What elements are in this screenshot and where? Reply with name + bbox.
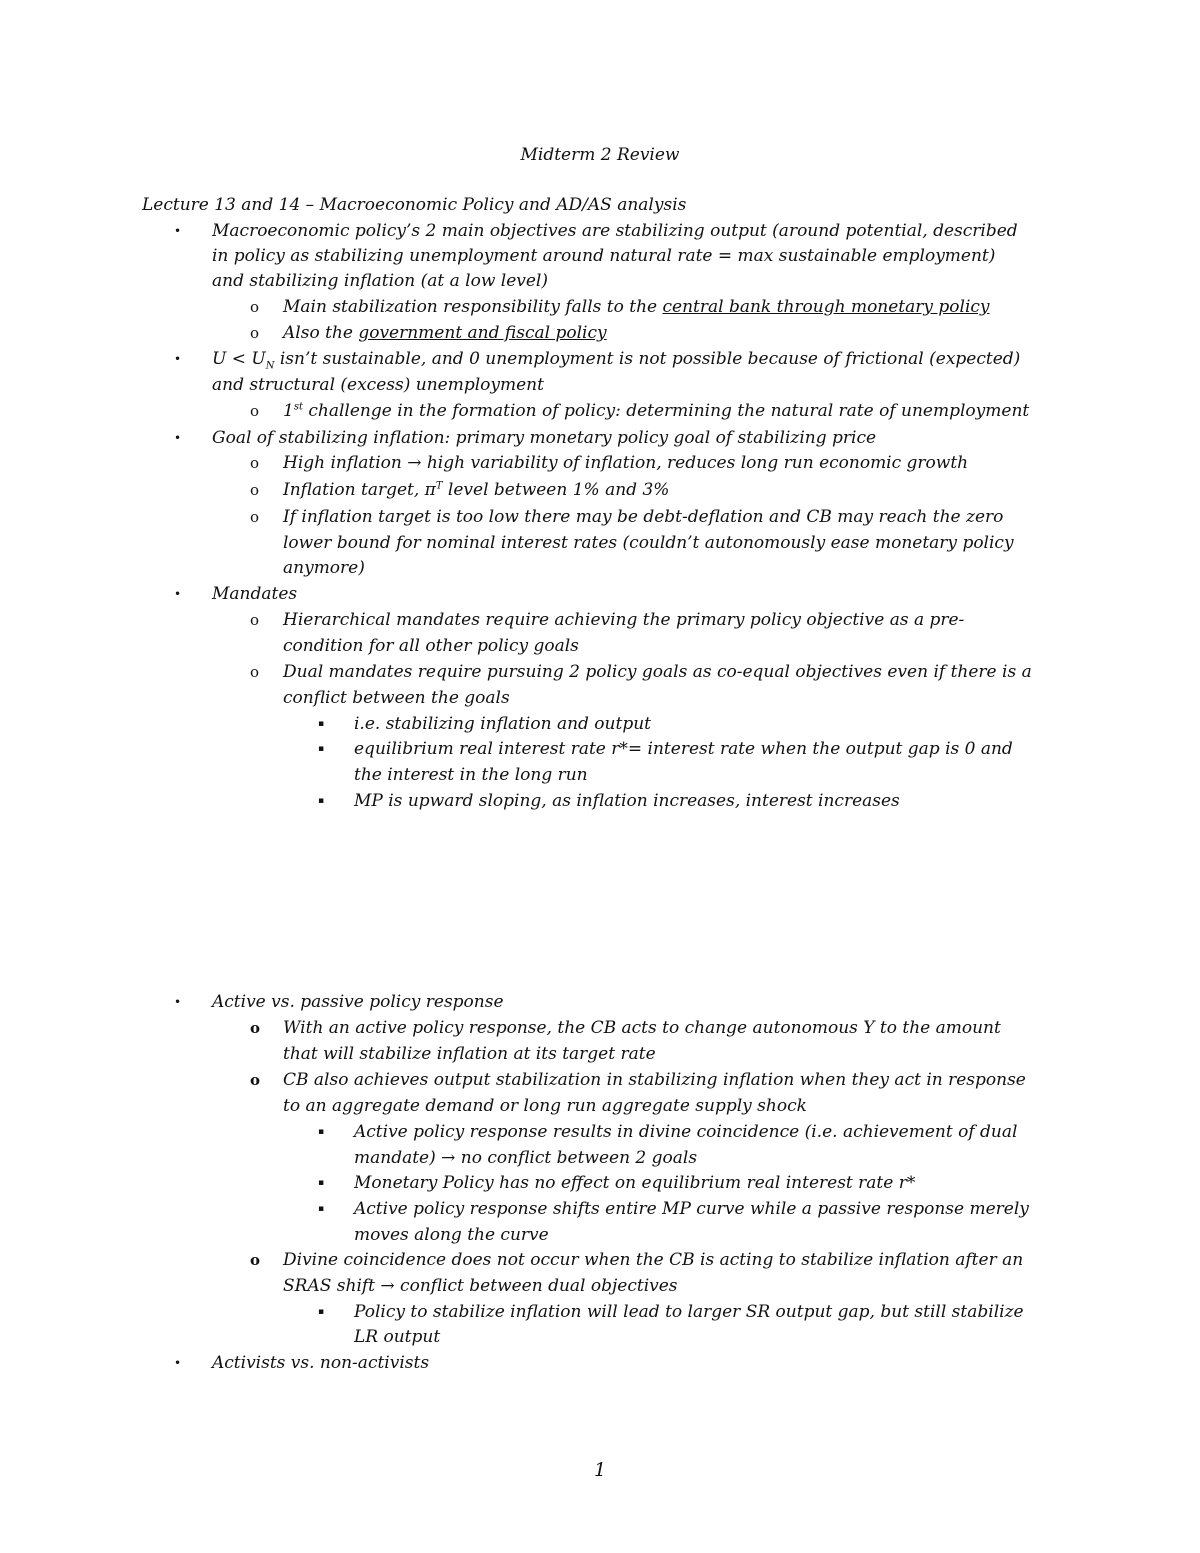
list-item-text: mandate) → no conflict between 2 goals	[354, 1148, 698, 1168]
list-item-text: LR output	[354, 1327, 441, 1347]
underlined-term: government and fiscal policy	[358, 323, 607, 343]
bullet-marker: •	[174, 995, 182, 1009]
underlined-term: central bank through monetary policy	[662, 297, 990, 317]
list-item-text: Policy to stabilize inflation will lead to larger SR output gap, but still stabilize	[354, 1302, 1024, 1322]
list-item-text: lower bound for nominal interest rates (couldn’t autonomously ease monetary policy	[283, 533, 1014, 553]
sub-bullet-marker: o	[250, 454, 260, 472]
list-item-text: and structural (excess) unemployment	[212, 375, 544, 395]
square-bullet-marker: ▪	[318, 796, 325, 806]
list-item-text: Hierarchical mandates require achieving the primary policy objective as a pre-	[283, 610, 965, 630]
list-item-text: Active policy response shifts entire MP curve while a passive response merely	[354, 1199, 1029, 1219]
list-item-text: High inflation → high variability of inflation, reduces long run economic growth	[283, 453, 969, 473]
list-item-text: Monetary Policy has no effect on equilibrium real interest rate r*	[354, 1173, 916, 1193]
list-item-text: Mandates	[212, 584, 298, 604]
list-item-text: anymore)	[283, 558, 365, 578]
sub-bullet-marker: o	[250, 402, 260, 420]
list-item-text: With an active policy response, the CB acts to change autonomous Y to the amount	[283, 1018, 1001, 1038]
list-item-text: SRAS shift → conflict between dual objectives	[283, 1276, 678, 1296]
list-item-text: to an aggregate demand or long run aggregate supply shock	[283, 1096, 807, 1116]
page-number: 1	[593, 1459, 607, 1481]
sub-bullet-marker: o	[250, 298, 260, 316]
bullet-marker: •	[174, 352, 182, 366]
list-item-text: Activists vs. non-activists	[212, 1353, 430, 1373]
list-item-text: CB also achieves output stabilization in stabilizing inflation when they act in response	[283, 1070, 1026, 1090]
bullet-marker: •	[174, 431, 182, 445]
list-item-text	[283, 296, 990, 318]
list-item-text: in policy as stabilizing unemployment around natural rate = max sustainable employment)	[212, 246, 996, 266]
square-bullet-marker: ▪	[318, 719, 325, 729]
list-item-text: moves along the curve	[354, 1225, 549, 1245]
sub-bullet-marker: o	[250, 1251, 261, 1269]
list-item-text: the interest in the long run	[354, 765, 588, 785]
list-item-text: Active policy response results in divine coincidence (i.e. achievement of dual	[354, 1122, 1018, 1142]
list-item-text: i.e. stabilizing inflation and output	[354, 714, 651, 734]
list-item-text: 1st challenge in the formation of policy: determining the natural rate of unemployment	[283, 401, 1030, 421]
square-bullet-marker: ▪	[318, 1307, 325, 1317]
list-item-text	[283, 322, 607, 344]
square-bullet-marker: ▪	[318, 1127, 325, 1137]
section-heading: Lecture 13 and 14 – Macroeconomic Policy and AD/AS analysis	[142, 195, 687, 215]
list-item-text: Divine coincidence does not occur when the CB is acting to stabilize inflation after an	[283, 1250, 1024, 1270]
item-text: Also the	[283, 323, 359, 343]
list-item-text: equilibrium real interest rate r*= interest rate when the output gap is 0 and	[354, 739, 1013, 759]
sub-bullet-marker: o	[250, 663, 260, 681]
list-item-text: and stabilizing inflation (at a low level)	[212, 271, 548, 291]
list-item-text: conflict between the goals	[283, 688, 510, 708]
list-item-text: Dual mandates require pursuing 2 policy goals as co-equal objectives even if there is a	[283, 662, 1032, 682]
square-bullet-marker: ▪	[318, 744, 325, 754]
sub-bullet-marker: o	[250, 324, 260, 342]
bullet-marker: •	[174, 224, 182, 238]
sub-bullet-marker: o	[250, 481, 260, 499]
sub-bullet-marker: o	[250, 1019, 261, 1037]
bullet-marker: •	[174, 1356, 182, 1370]
list-item-text: If inflation target is too low there may be debt-deflation and CB may reach the zero	[283, 507, 1004, 527]
list-item-text: Inflation target, $\pi^T$ level between 1% and 3%	[283, 480, 670, 500]
list-item-text: condition for all other policy goals	[283, 636, 579, 656]
square-bullet-marker: ▪	[318, 1204, 325, 1214]
list-item-text: $U < U_N$ isn’t sustainable, and 0 unemployment is not possible because of frictional (expected)	[212, 349, 1021, 372]
list-item-text: MP is upward sloping, as inflation increases, interest increases	[354, 791, 900, 811]
sub-bullet-marker: o	[250, 508, 260, 526]
list-item-text: Goal of stabilizing inflation: primary monetary policy goal of stabilizing price	[212, 428, 877, 448]
list-item-text: Macroeconomic policy’s 2 main objectives are stabilizing output (around potential, described	[212, 221, 1018, 241]
sub-bullet-marker: o	[250, 611, 260, 629]
bullet-marker: •	[174, 587, 182, 601]
square-bullet-marker: ▪	[318, 1178, 325, 1188]
list-item-text: that will stabilize inflation at its target rate	[283, 1044, 656, 1064]
page-title: Midterm 2 Review	[520, 145, 680, 165]
sub-bullet-marker: o	[250, 1071, 261, 1089]
list-item-text: Active vs. passive policy response	[212, 992, 504, 1012]
item-text: Main stabilization responsibility falls to the	[283, 297, 663, 317]
